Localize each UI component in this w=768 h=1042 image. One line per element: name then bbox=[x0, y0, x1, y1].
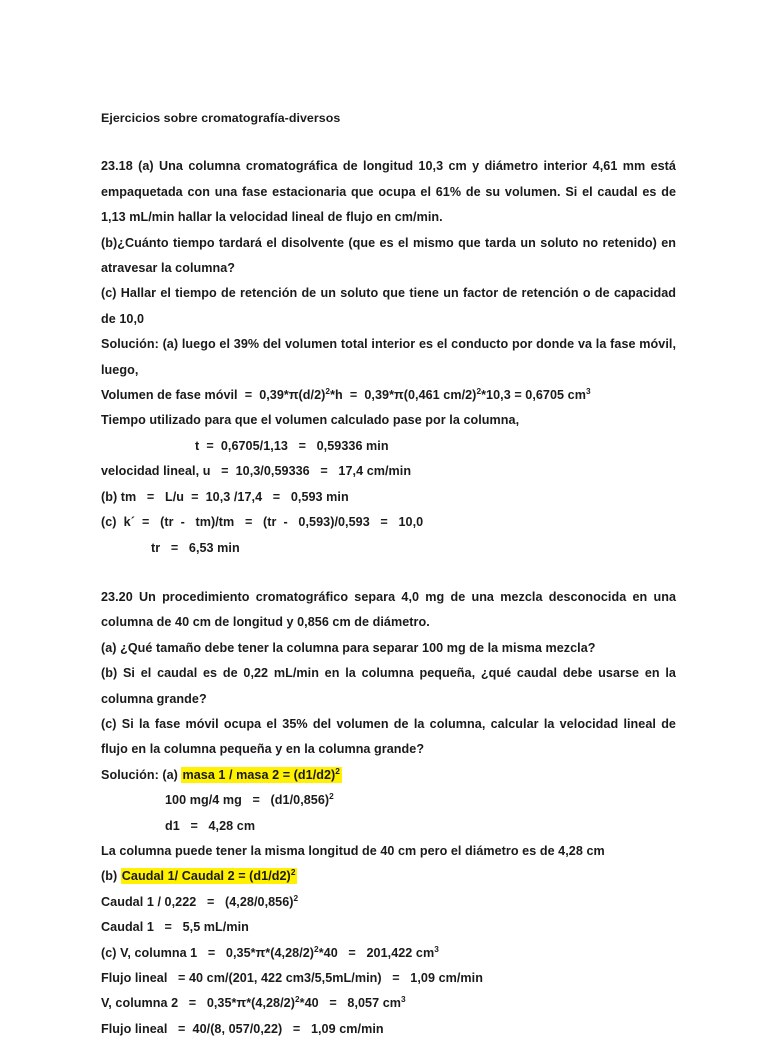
problem-23-20 bbox=[101, 585, 676, 1042]
problem-2-statement-intro: 23.20 Un procedimiento cromatográfico separa 4,0 mg de una mezcla desconocida en una columna de 40 cm de longitud y 0,856 cm de diámetro. bbox=[101, 589, 676, 630]
problem-1-time-calc: t = 0,6705/1,13 = 0,59336 min bbox=[195, 438, 389, 453]
flow-calc-text: Caudal 1 / 0,222 = (4,28/0,856) bbox=[101, 894, 294, 909]
volume-col2-sup1: 2 bbox=[294, 994, 300, 1005]
problem-1-answer-c: (c) k´ = (tr - tm)/tm = (tr - 0,593)/0,593 = 10,0 bbox=[101, 515, 424, 530]
volume-formula-part3: *10,3 = 0,6705 cm bbox=[481, 388, 586, 403]
problem-1-statement-c: (c) Hallar el tiempo de retención de un soluto que tiene un factor de retención o de capacidad de 10,0 bbox=[101, 286, 676, 326]
flow-ratio-text: Caudal 1/ Caudal 2 = (d1/d2) bbox=[121, 869, 291, 884]
problem-2-volume-column-2 bbox=[101, 991, 676, 1016]
volume-col2-part1: V, columna 2 = 0,35*π*(4,28/2) bbox=[101, 996, 295, 1011]
problem-2-solution-a-line bbox=[101, 763, 676, 788]
solution-b-prefix: (b) bbox=[101, 869, 121, 884]
solution-a-prefix: Solución: (a) bbox=[101, 767, 182, 782]
volume-formula-sup1: 2 bbox=[325, 385, 331, 396]
mass-ratio-sup: 2 bbox=[335, 765, 340, 776]
problem-2-linear-flow-2: Flujo lineal = 40/(8, 057/0,22) = 1,09 cm/min bbox=[101, 1021, 384, 1036]
problem-2-d1-value: d1 = 4,28 cm bbox=[165, 818, 256, 833]
highlighted-flow-ratio-formula bbox=[121, 868, 298, 884]
highlighted-mass-ratio-formula bbox=[181, 767, 342, 783]
mass-calc-text: 100 mg/4 mg = (d1/0,856) bbox=[165, 793, 330, 808]
problem-23-18 bbox=[101, 154, 676, 561]
problem-2-column-note: La columna puede tener la misma longitud de 40 cm pero el diámetro es de 4,28 cm bbox=[101, 843, 605, 858]
mass-ratio-text: masa 1 / masa 2 = (d1/d2) bbox=[182, 767, 336, 782]
volume-col1-part2: *40 = 201,422 cm bbox=[318, 945, 435, 960]
volume-col2-sup2: 3 bbox=[401, 994, 406, 1005]
volume-formula-part2: *h = 0,39*π(0,461 cm/2) bbox=[330, 388, 477, 403]
problem-2-volume-column-1 bbox=[101, 941, 676, 966]
problem-1-linear-velocity: velocidad lineal, u = 10,3/0,59336 = 17,4 cm/min bbox=[101, 464, 412, 479]
problem-1-time-label: Tiempo utilizado para que el volumen calculado pase por la columna, bbox=[101, 413, 520, 428]
problem-1-statement-a: 23.18 (a) Una columna cromatográfica de longitud 10,3 cm y diámetro interior 4,61 mm está empaquetada con una fase estacionaria que ocupa el 61% de su volumen. Si el caudal es de 1,13 mL/min hallar la velocidad lineal de flujo en cm/min. bbox=[101, 159, 676, 225]
document-title: Ejercicios sobre cromatografía-diversos bbox=[101, 111, 341, 125]
problem-2-flow-1-value: Caudal 1 = 5,5 mL/min bbox=[101, 920, 249, 935]
volume-formula-sup2: 2 bbox=[476, 385, 482, 396]
volume-col2-part2: *40 = 8,057 cm bbox=[299, 996, 402, 1011]
flow-calc-sup: 2 bbox=[293, 892, 299, 903]
flow-ratio-sup: 2 bbox=[290, 867, 296, 878]
volume-formula-sup3: 3 bbox=[585, 385, 591, 396]
problem-2-flow-calc bbox=[101, 890, 676, 915]
problem-1-answer-b: (b) tm = L/u = 10,3 /17,4 = 0,593 min bbox=[101, 489, 349, 504]
volume-col1-sup1: 2 bbox=[314, 943, 319, 954]
problem-2-statement-a: (a) ¿Qué tamaño debe tener la columna para separar 100 mg de la misma mezcla? bbox=[101, 640, 596, 655]
volume-col1-sup2: 3 bbox=[434, 943, 439, 954]
mass-calc-sup: 2 bbox=[329, 790, 334, 801]
problem-1-solution-intro: Solución: (a) luego el 39% del volumen total interior es el conducto por donde va la fase móvil, luego, bbox=[101, 337, 676, 377]
problem-1-tr-value: tr = 6,53 min bbox=[151, 540, 240, 555]
volume-col1-part1: (c) V, columna 1 = 0,35*π*(4,28/2) bbox=[101, 945, 315, 960]
problem-1-statement-b: (b)¿Cuánto tiempo tardará el disolvente (que es el mismo que tarda un soluto no retenido) en atravesar la columna? bbox=[101, 235, 676, 276]
volume-formula-part1: Volumen de fase móvil = 0,39*π(d/2) bbox=[101, 388, 326, 403]
problem-2-mass-calc bbox=[101, 788, 676, 813]
problem-2-statement-b: (b) Si el caudal es de 0,22 mL/min en la columna pequeña, ¿qué caudal debe usarse en la columna grande? bbox=[101, 666, 676, 706]
problem-1-volume-formula bbox=[101, 383, 676, 408]
problem-gap bbox=[101, 561, 676, 585]
problem-2-linear-flow-1: Flujo lineal = 40 cm/(201, 422 cm3/5,5mL/min) = 1,09 cm/min bbox=[101, 971, 483, 985]
problem-2-statement-c: (c) Si la fase móvil ocupa el 35% del volumen de la columna, calcular la velocidad lineal de flujo en la columna pequeña y en la columna grande? bbox=[101, 716, 676, 757]
problem-2-solution-b-line bbox=[101, 864, 676, 889]
title-spacer bbox=[101, 124, 676, 154]
